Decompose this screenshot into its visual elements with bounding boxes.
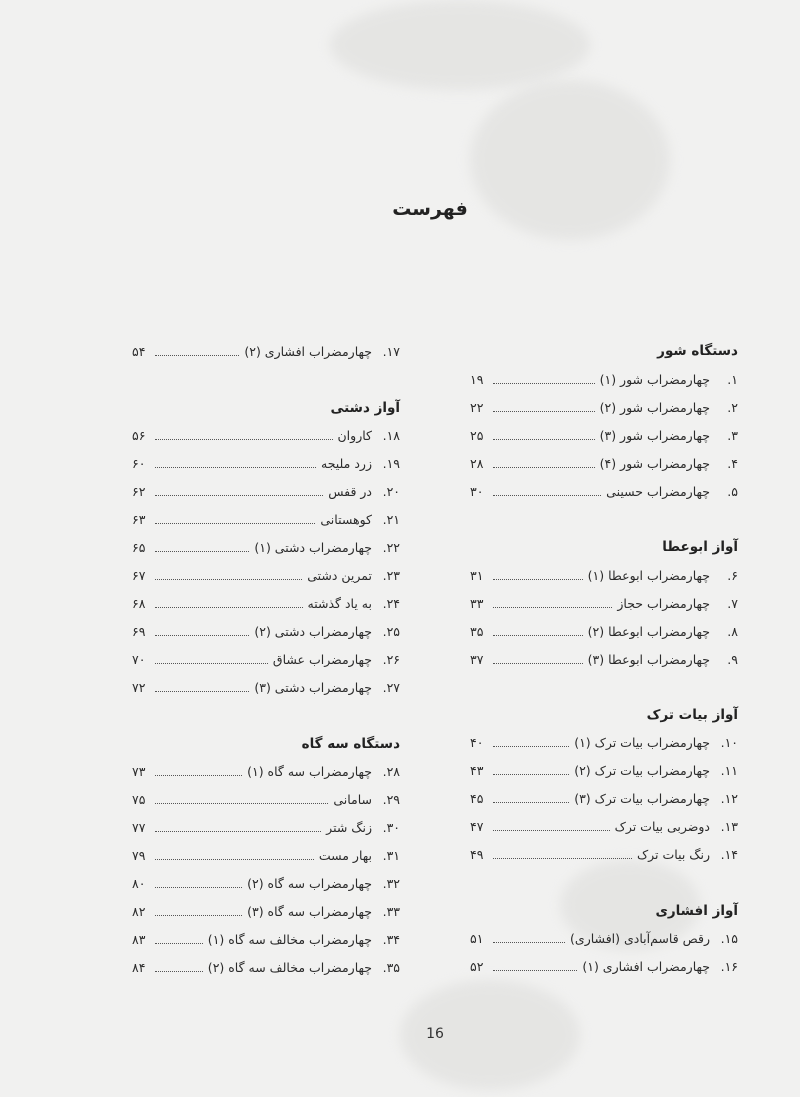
entry-title: تمرین دشتی: [307, 568, 372, 583]
entry-page: ۶۷: [132, 568, 146, 583]
entry-title: چهارمضراب مخالف سه گاه (۱): [207, 932, 372, 947]
entry-number: ۱۰.: [720, 735, 738, 750]
leader-dots: [493, 467, 595, 468]
leader-dots: [493, 439, 595, 440]
entry-title: زرد ملیجه: [321, 456, 372, 471]
entry-title: چهارمضراب دشتی (۲): [254, 624, 372, 639]
leader-dots: [493, 830, 610, 831]
entry-page: ۶۳: [132, 512, 146, 527]
entry-page: ۴۹: [470, 847, 484, 862]
leader-dots: [155, 915, 242, 916]
entry-number: ۲۶.: [382, 652, 400, 667]
entry-title: زنگ شتر: [326, 820, 372, 835]
entry-page: ۶۲: [132, 484, 146, 499]
leader-dots: [155, 523, 315, 524]
entry-number: ۹.: [727, 652, 738, 667]
toc-entry: [132, 848, 400, 868]
entry-number: ۲۴.: [382, 596, 400, 611]
entry-number: ۱۲.: [720, 791, 738, 806]
entry-number: ۳۵.: [382, 960, 400, 975]
entry-page: ۷۹: [132, 848, 146, 863]
entry-title: سامانی: [333, 792, 372, 807]
leader-dots: [155, 775, 242, 776]
toc-entry: [132, 652, 400, 672]
toc-entry: [470, 847, 738, 867]
leader-dots: [155, 831, 321, 832]
toc-entry: [132, 960, 400, 980]
entry-page: ۵۴: [132, 344, 146, 359]
entry-number: ۲۳.: [382, 568, 400, 583]
leader-dots: [493, 411, 595, 412]
entry-number: ۶.: [727, 568, 738, 583]
leader-dots: [493, 663, 583, 664]
toc-entry: [132, 876, 400, 896]
entry-page: ۵۱: [470, 931, 484, 946]
entry-page: ۴۵: [470, 791, 484, 806]
entry-number: ۱۹.: [382, 456, 400, 471]
entry-page: ۳۷: [470, 652, 484, 667]
entry-title: کوهستانی: [320, 512, 372, 527]
toc-entry: [132, 904, 400, 924]
toc-entry: [132, 456, 400, 476]
entry-title: چهارمضراب بیات ترک (۱): [574, 735, 710, 750]
section-heading-segah: دستگاه سه گاه: [301, 736, 400, 752]
entry-number: ۱۶.: [720, 959, 738, 974]
entry-title: چهارمضراب مخالف سه گاه (۲): [207, 960, 372, 975]
toc-entry: [132, 932, 400, 952]
entry-page: ۶۵: [132, 540, 146, 555]
leader-dots: [493, 970, 577, 971]
leader-dots: [493, 774, 569, 775]
leader-dots: [155, 971, 203, 972]
leader-dots: [155, 887, 242, 888]
toc-entry: [132, 820, 400, 840]
leader-dots: [155, 803, 328, 804]
entry-page: ۶۸: [132, 596, 146, 611]
entry-number: ۲۹.: [382, 792, 400, 807]
entry-title: چهارمضراب حجاز: [617, 596, 710, 611]
toc-entry: [132, 568, 400, 588]
entry-number: ۳۴.: [382, 932, 400, 947]
entry-number: ۲۲.: [382, 540, 400, 555]
entry-number: ۱۳.: [720, 819, 738, 834]
section-heading-shur: دستگاه شور: [657, 343, 738, 359]
entry-number: ۱۴.: [720, 847, 738, 862]
leader-dots: [155, 551, 249, 552]
leader-dots: [155, 607, 303, 608]
section-heading-bayat-tork: آواز بیات ترک: [646, 707, 738, 723]
entry-title: چهارمضراب دشتی (۱): [254, 540, 372, 555]
toc-entry: [470, 931, 738, 951]
entry-page: ۱۹: [470, 372, 484, 387]
toc-entry: [470, 652, 738, 672]
toc-entry: [470, 791, 738, 811]
entry-number: ۳۲.: [382, 876, 400, 891]
toc-entry: [132, 344, 400, 364]
page-title: فهرست: [392, 198, 468, 220]
entry-page: ۴۷: [470, 819, 484, 834]
toc-entry: [132, 428, 400, 448]
entry-page: ۷۰: [132, 652, 146, 667]
entry-page: ۲۸: [470, 456, 484, 471]
toc-entry: [470, 735, 738, 755]
toc-entry: [132, 512, 400, 532]
leader-dots: [493, 858, 632, 859]
leader-dots: [155, 635, 249, 636]
toc-entry: [470, 456, 738, 476]
entry-page: ۳۱: [470, 568, 484, 583]
entry-number: ۵.: [727, 484, 738, 499]
entry-page: ۷۵: [132, 792, 146, 807]
entry-title: در قفس: [328, 484, 372, 499]
entry-title: چهارمضراب سه گاه (۳): [247, 904, 372, 919]
entry-number: ۳.: [727, 428, 738, 443]
toc-entry: [132, 680, 400, 700]
entry-number: ۱۸.: [382, 428, 400, 443]
toc-entry: [470, 819, 738, 839]
section-heading-afshari: آواز افشاری: [655, 903, 738, 919]
entry-page: ۳۰: [470, 484, 484, 499]
toc-entry: [132, 764, 400, 784]
entry-title: چهارمضراب شور (۴): [599, 456, 710, 471]
entry-title: چهارمضراب عشاق: [272, 652, 372, 667]
toc-entry: [470, 568, 738, 588]
leader-dots: [493, 383, 595, 384]
toc-entry: [470, 624, 738, 644]
toc-entry: [470, 428, 738, 448]
entry-number: ۲۰.: [382, 484, 400, 499]
leader-dots: [155, 439, 333, 440]
leader-dots: [155, 579, 302, 580]
entry-title: به یاد گذشته: [307, 596, 372, 611]
entry-title: چهارمضراب بیات ترک (۲): [574, 763, 710, 778]
entry-number: ۲۸.: [382, 764, 400, 779]
leader-dots: [155, 691, 249, 692]
entry-page: ۸۰: [132, 876, 146, 891]
entry-number: ۳۳.: [382, 904, 400, 919]
entry-title: بهار مست: [318, 848, 372, 863]
leader-dots: [493, 607, 612, 608]
entry-title: چهارمضراب ابوعطا (۲): [587, 624, 710, 639]
leader-dots: [155, 495, 323, 496]
entry-number: ۴.: [727, 456, 738, 471]
entry-page: ۶۰: [132, 456, 146, 471]
entry-title: چهارمضراب شور (۲): [599, 400, 710, 415]
toc-entry: [132, 792, 400, 812]
entry-page: ۳۵: [470, 624, 484, 639]
leader-dots: [155, 859, 314, 860]
entry-title: چهارمضراب حسینی: [606, 484, 710, 499]
leader-dots: [493, 746, 569, 747]
entry-page: ۲۵: [470, 428, 484, 443]
entry-title: چهارمضراب دشتی (۳): [254, 680, 372, 695]
entry-title: چهارمضراب شور (۳): [599, 428, 710, 443]
entry-title: چهارمضراب ابوعطا (۱): [587, 568, 710, 583]
toc-entry: [132, 596, 400, 616]
leader-dots: [155, 355, 239, 356]
toc-entry: [470, 372, 738, 392]
entry-title: چهارمضراب ابوعطا (۳): [587, 652, 710, 667]
entry-title: دوضربی بیات ترک: [614, 819, 710, 834]
entry-title: چهارمضراب بیات ترک (۳): [574, 791, 710, 806]
entry-page: ۴۳: [470, 763, 484, 778]
leader-dots: [155, 943, 203, 944]
entry-number: ۱.: [727, 372, 738, 387]
page-number: 16: [426, 1026, 444, 1042]
entry-title: چهارمضراب سه گاه (۱): [247, 764, 372, 779]
section-heading-dashti: آواز دشتی: [330, 400, 400, 416]
entry-page: ۵۲: [470, 959, 484, 974]
entry-number: ۱۱.: [720, 763, 738, 778]
entry-number: ۷.: [727, 596, 738, 611]
entry-page: ۷۷: [132, 820, 146, 835]
leader-dots: [155, 663, 268, 664]
toc-entry: [132, 624, 400, 644]
entry-number: ۲۵.: [382, 624, 400, 639]
paper-stain: [330, 0, 590, 90]
entry-title: چهارمضراب افشاری (۱): [582, 959, 710, 974]
entry-title: رقص قاسم‌آبادی (افشاری): [570, 931, 710, 946]
entry-page: ۳۳: [470, 596, 484, 611]
entry-page: ۲۲: [470, 400, 484, 415]
entry-number: ۱۷.: [382, 344, 400, 359]
entry-number: ۲.: [727, 400, 738, 415]
entry-page: ۵۶: [132, 428, 146, 443]
entry-page: ۸۳: [132, 932, 146, 947]
toc-entry: [132, 540, 400, 560]
entry-page: ۴۰: [470, 735, 484, 750]
entry-page: ۷۲: [132, 680, 146, 695]
entry-page: ۷۳: [132, 764, 146, 779]
entry-title: رنگ بیات ترک: [636, 847, 710, 862]
entry-page: ۸۴: [132, 960, 146, 975]
toc-entry: [470, 484, 738, 504]
entry-number: ۳۱.: [382, 848, 400, 863]
entry-title: چهارمضراب افشاری (۲): [244, 344, 372, 359]
section-heading-abuata: آواز ابوعطا: [662, 539, 738, 555]
toc-entry: [132, 484, 400, 504]
toc-entry: [470, 400, 738, 420]
leader-dots: [155, 467, 316, 468]
leader-dots: [493, 635, 583, 636]
leader-dots: [493, 495, 601, 496]
toc-entry: [470, 959, 738, 979]
entry-title: کاروان: [337, 428, 372, 443]
entry-page: ۸۲: [132, 904, 146, 919]
entry-page: ۶۹: [132, 624, 146, 639]
entry-number: ۲۱.: [382, 512, 400, 527]
entry-title: چهارمضراب شور (۱): [599, 372, 710, 387]
toc-entry: [470, 596, 738, 616]
entry-number: ۳۰.: [382, 820, 400, 835]
entry-title: چهارمضراب سه گاه (۲): [247, 876, 372, 891]
leader-dots: [493, 802, 569, 803]
leader-dots: [493, 579, 583, 580]
leader-dots: [493, 942, 565, 943]
entry-number: ۲۷.: [382, 680, 400, 695]
entry-number: ۸.: [727, 624, 738, 639]
toc-entry: [470, 763, 738, 783]
entry-number: ۱۵.: [720, 931, 738, 946]
